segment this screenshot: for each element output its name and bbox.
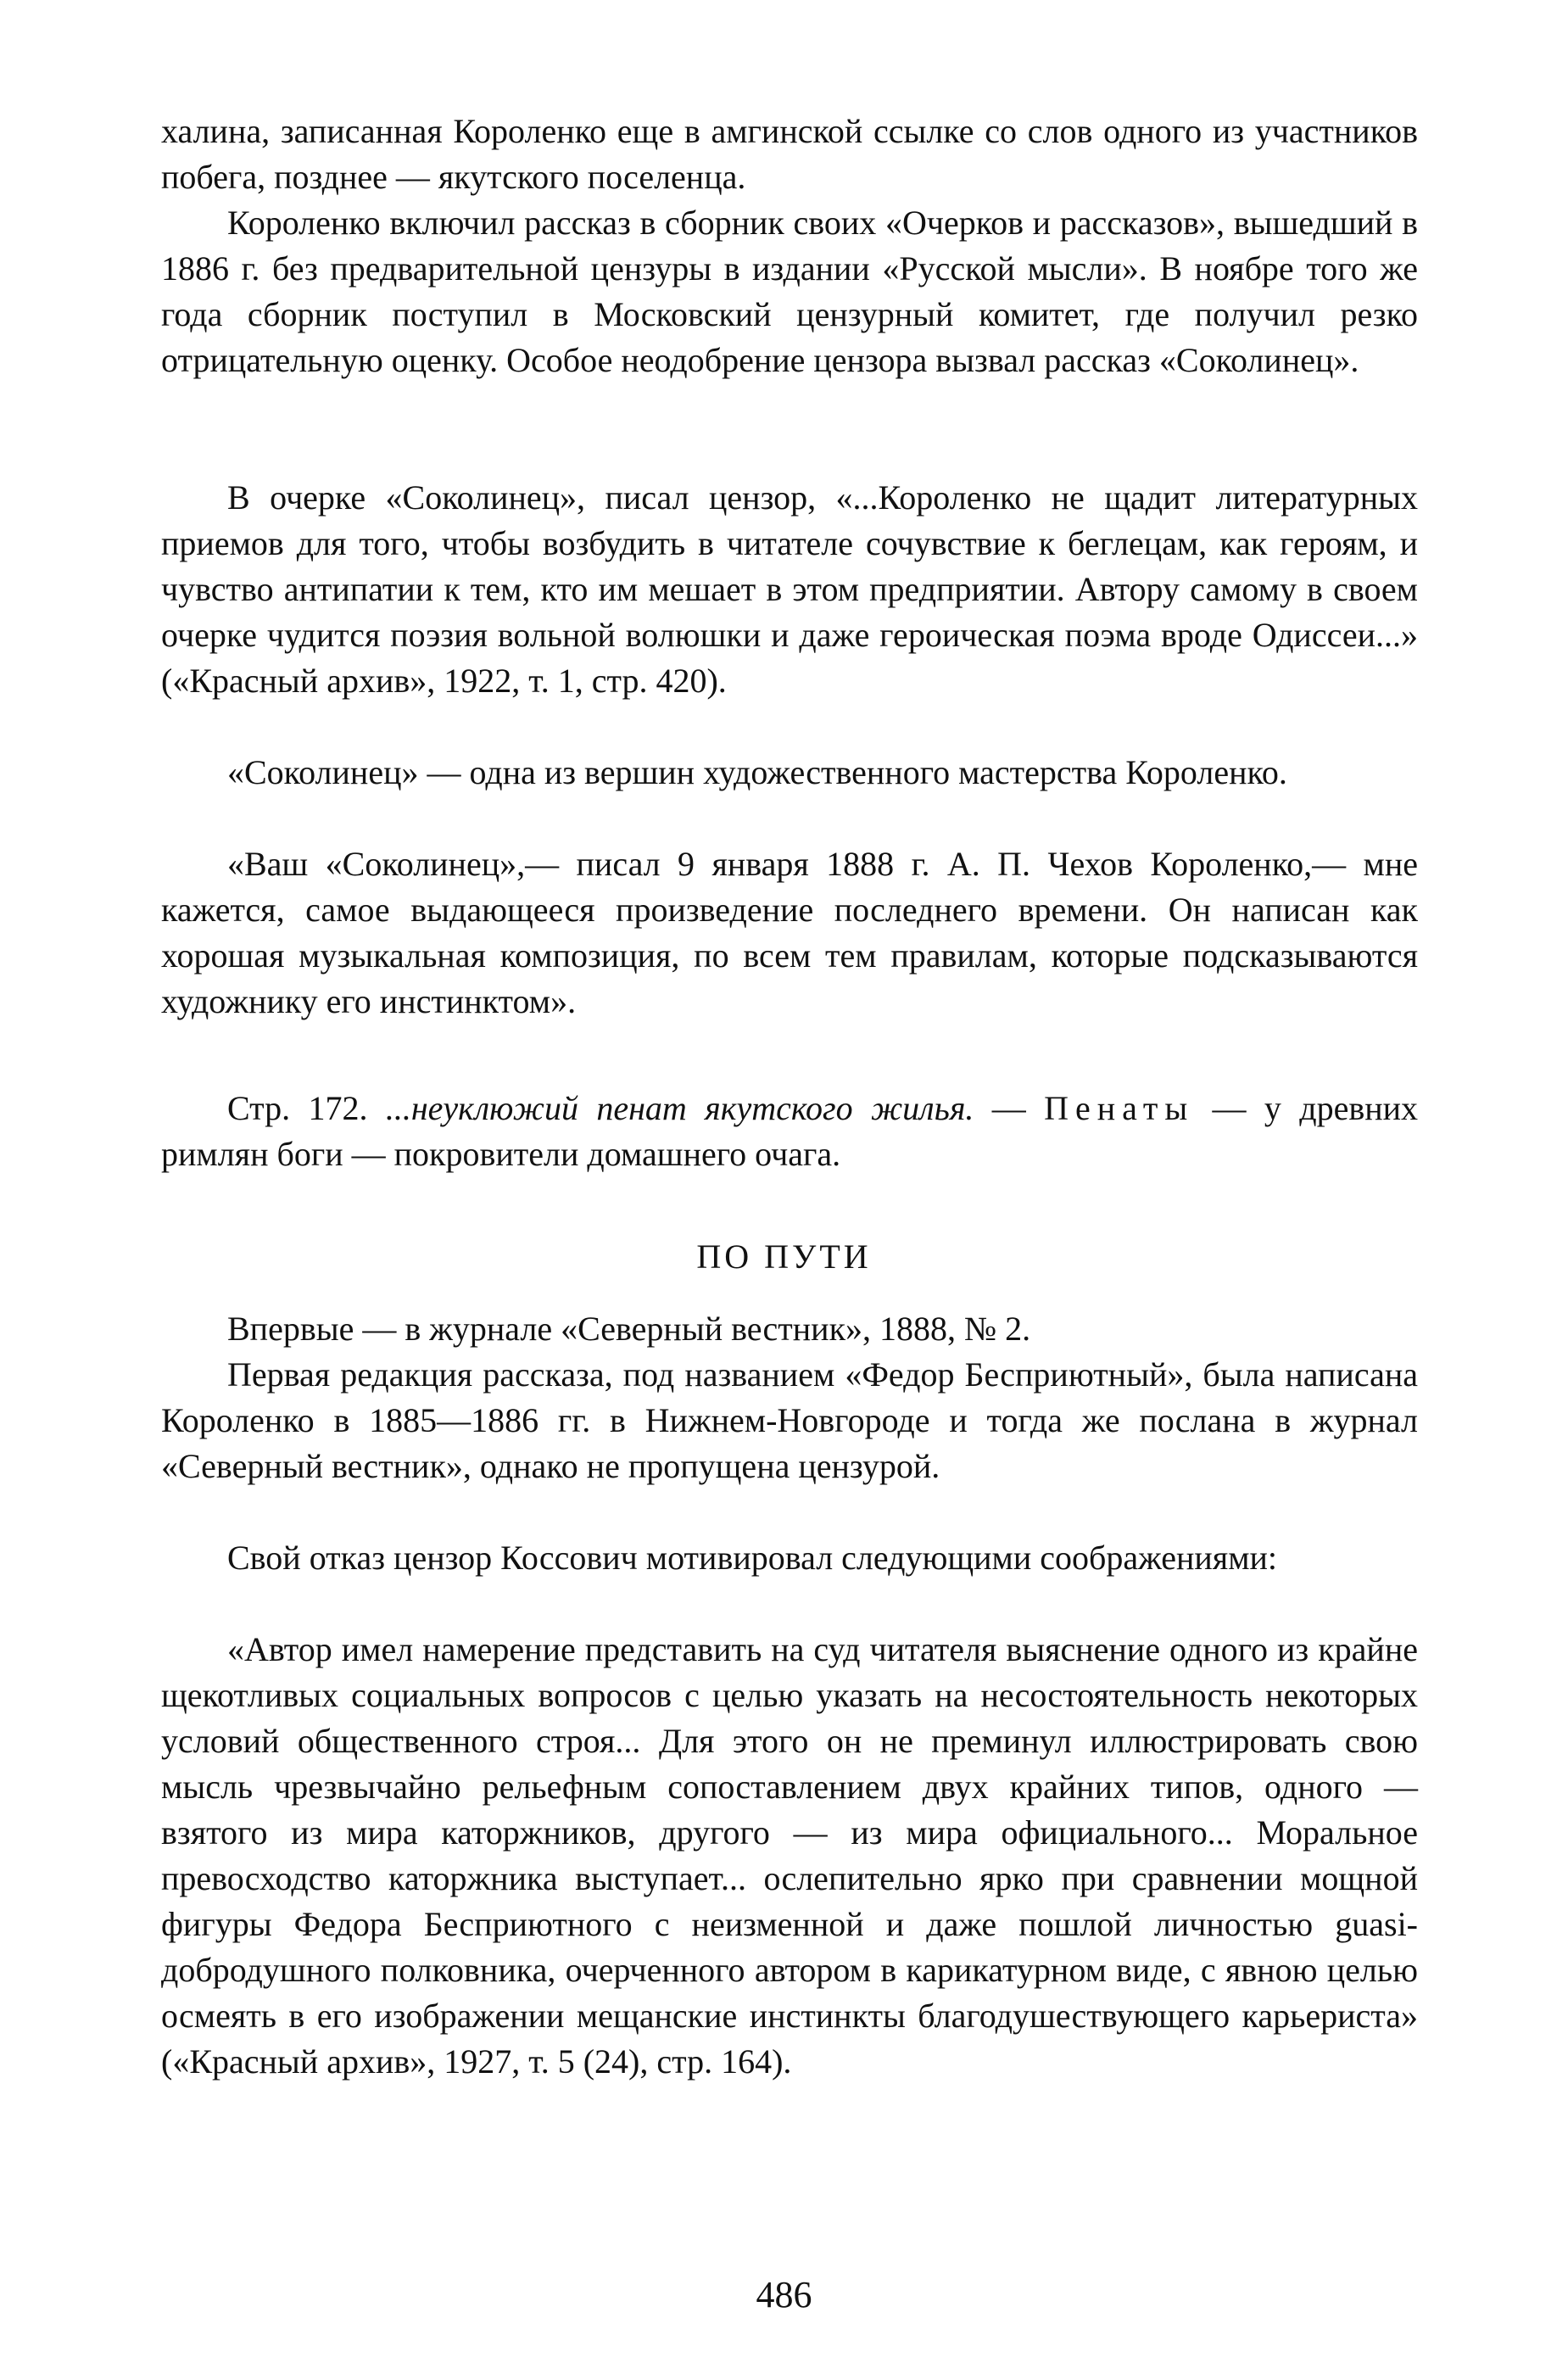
paragraph-censor-report-quote: «Автор имел намерение представить на суд читателя выяснение одного из крайне щекотливых социальных вопросов с целью указать на несостоятельность некоторых условий общественного строя... Для этого он не преминул иллюстрировать свою мысль чрезвычайно рельефным сопоставлением двух крайних типов, одного — взятого из мира каторжников, другого — из мира официального... Моральное превосходство каторжника выступает... ослепительно ярко при сравнении мощной фигуры Федора Бесприютного с неизменной и даже пошлой личностью guasi-добродушного полковника, очерченного автором в карикатурном виде, с явною целью осмеять в его изображении мещанские инстинкты благодушествующего карьериста» («Красный архив», 1927, т. 5 (24), стр. 164). [161, 1630, 1418, 2081]
note-text: — у древних римлян боги — покровители домашнего очага. [161, 1089, 1419, 1173]
footnote-penates [161, 1086, 1418, 1177]
note-page-ref: Стр. 172. [227, 1089, 368, 1127]
paragraph-first-publication: Впервые — в журнале «Северный вестник», 1888, № 2. [227, 1310, 1031, 1348]
note-dash: — [974, 1089, 1045, 1127]
paragraph-first-edition: Первая редакция рассказа, под названием «Федор Бесприютный», была написана Короленко в 1885—1886 гг. в Нижнем-Новгороде и тогда же послана в журнал «Северный вестник», однако не пропущена цензурой. [161, 1355, 1418, 1485]
paragraph-censor-refusal: Свой отказ цензор Коссович мотивировал следующими соображениями: [227, 1539, 1278, 1577]
paragraph-continuation: халина, записанная Короленко еще в амгинской ссылке со слов одного из участников побега, позднее — якутского поселенца. [161, 112, 1418, 196]
paragraph-mastery: «Соколинец» — одна из вершин художественного мастерства Короленко. [227, 753, 1287, 791]
paragraph-censor-quote: В очерке «Соколинец», писал цензор, «...Короленко не щадит литературных приемов для того, чтобы возбудить в читателе сочувствие к беглецам, как героям, и чувство антипатии к тем, кто им мешает в этом предприятии. Автору самому в своем очерке чудится поэзия вольной волюшки и даже героическая поэма вроде Одиссеи...» («Красный архив», 1922, т. 1, стр. 420). [161, 478, 1418, 700]
paragraph-collection-history: Короленко включил рассказ в сборник своих «Очерков и рассказов», вышедший в 1886 г. без предварительной цензуры в издании «Русской мысли». В ноябре того же года сборник поступил в Московский цензурный комитет, где получил резко отрицательную оценку. Особое неодобрение цензора вызвал рассказ «Соколинец». [161, 204, 1418, 379]
section-heading: ПО ПУТИ [696, 1237, 872, 1276]
paragraph-chekhov-quote: «Ваш «Соколинец»,— писал 9 января 1888 г. А. П. Чехов Короленко,— мне кажется, самое выдающееся произведение последнего времени. Он написан как хорошая музыкальная композиция, по всем тем правилам, которые подсказываются художнику его инстинктом». [161, 845, 1418, 1020]
note-quote: ...неуклюжий пенат якутского жилья. [385, 1089, 974, 1127]
note-term: Пенаты [1044, 1089, 1195, 1127]
page-number: 486 [756, 2274, 812, 2315]
